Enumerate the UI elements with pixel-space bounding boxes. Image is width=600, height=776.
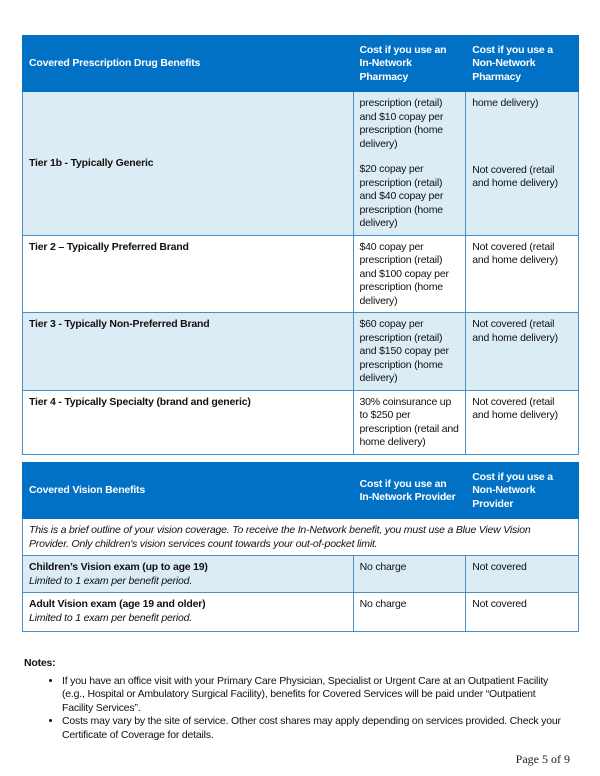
table-row	[23, 235, 579, 313]
header-in-network: Cost if you use an In-Network Pharmacy	[353, 36, 466, 92]
table-row	[23, 92, 579, 236]
table-row	[23, 556, 579, 593]
description-row	[23, 519, 579, 556]
header-benefit: Covered Vision Benefits	[23, 463, 354, 519]
exam-limit: Limited to 1 exam per benefit period.	[29, 574, 193, 587]
vision-description: This is a brief outline of your vision coverage. To receive the In-Network benefit, you must use a Blue View Vision Provider. Only children's vision services count towards your out-of-pocket limit.	[23, 519, 579, 556]
row-label	[23, 556, 354, 593]
prescription-drug-table	[22, 35, 579, 455]
table-row	[23, 593, 579, 632]
exam-limit: Limited to 1 exam per benefit period.	[29, 611, 193, 624]
row-label: Tier 4 - Typically Specialty (brand and generic)	[23, 390, 354, 454]
row-label: Tier 3 - Typically Non-Preferred Brand	[23, 313, 354, 391]
continuation-text: prescription (retail) and $10 copay per prescription (home delivery)	[359, 97, 444, 150]
non-network-cost: Not covered (retail and home delivery)	[466, 235, 579, 313]
table-row	[23, 390, 579, 454]
table-row	[23, 313, 579, 391]
notes-title: Notes:	[24, 657, 56, 669]
non-network-cost: Not covered	[466, 593, 579, 632]
vision-benefits-table	[22, 462, 579, 632]
row-label	[23, 593, 354, 632]
non-network-cost: Not covered (retail and home delivery)	[466, 390, 579, 454]
in-network-cost: No charge	[353, 556, 466, 593]
cost-text: $20 copay per prescription (retail) and $40 copay per prescription (home delivery)	[359, 163, 444, 229]
header-in-network: Cost if you use an In-Network Provider	[353, 463, 466, 519]
continuation-text: home delivery)	[472, 97, 539, 109]
header-benefit: Covered Prescription Drug Benefits	[23, 36, 354, 92]
in-network-cost: No charge	[353, 593, 466, 632]
in-network-cost: $60 copay per prescription (retail) and $150 copay per prescription (home delivery)	[353, 313, 466, 391]
note-item: • Costs may vary by the site of service. Other cost shares may apply depending on services provided. Check your Certificate of Coverage for details.	[62, 715, 564, 742]
exam-name: Children’s Vision exam (up to age 19)	[29, 561, 208, 573]
table-header-row	[23, 463, 579, 519]
header-non-network: Cost if you use a Non-Network Provider	[466, 463, 579, 519]
non-network-cost: Not covered	[466, 556, 579, 593]
exam-name: Adult Vision exam (age 19 and older)	[29, 598, 206, 610]
header-non-network: Cost if you use a Non-Network Pharmacy	[466, 36, 579, 92]
in-network-cost	[353, 92, 466, 236]
note-item: • If you have an office visit with your Primary Care Physician, Specialist or Urgent Care at an Outpatient Facility (e.g., Hospital or Ambulatory Surgical Facility), benefits for Covered Services will be paid under “Outpatient Facility Services”.	[62, 675, 564, 716]
in-network-cost: 30% coinsurance up to $250 per prescription (retail and home delivery)	[353, 390, 466, 454]
table-header-row	[23, 36, 579, 92]
notes-list	[24, 675, 564, 743]
page-number: Page 5 of 9	[515, 752, 570, 766]
non-network-cost	[466, 92, 579, 236]
in-network-cost: $40 copay per prescription (retail) and $100 copay per prescription (home delivery)	[353, 235, 466, 313]
notes-section	[24, 657, 564, 742]
non-network-cost: Not covered (retail and home delivery)	[466, 313, 579, 391]
row-label: Tier 1b - Typically Generic	[23, 92, 354, 236]
cost-text: Not covered (retail and home delivery)	[472, 163, 558, 189]
row-label: Tier 2 – Typically Preferred Brand	[23, 235, 354, 313]
